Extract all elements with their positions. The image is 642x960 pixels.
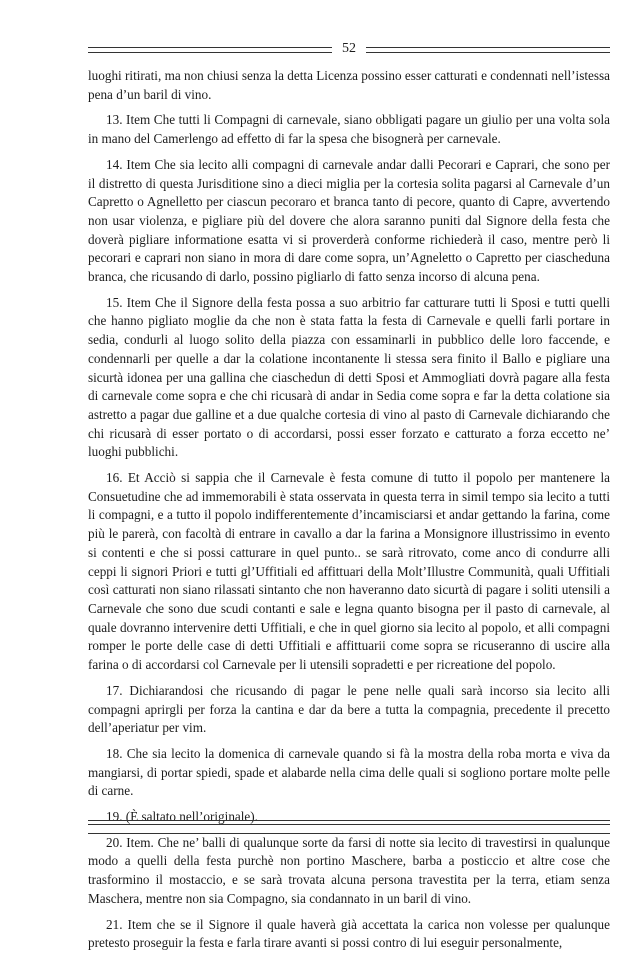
paragraph-18: 18. Che sia lecito la domenica di carnevale quando si fà la mostra della roba morta e viva da mangiarsi, di portar spiedi, spade et alabarde nella cima delle quali si sogliono portare molte pelle di carne. [88,745,610,799]
paragraph-13: 13. Item Che tutti li Compagni di carnevale, siano obbligati pagare un giulio per una volta sola in mano del Camerlengo ad effetto di far la spesa che bisognerà per carnevale. [88,112,610,147]
paragraph-20: 20. Item. Che ne’ balli di qualunque sorte da farsi di notte sia lecito di travestirsi in qualunque modo a quelli della festa purchè non portino Maschere, barba a posticcio et altre cose che trasformino il mostaccio, e se sarà trovata alcuna persona travestita per la terra, etiam senza Maschera, mentre non sia Compagno, sia condannato in un baril di vino. [88,834,610,906]
paragraph-14: 14. Item Che sia lecito alli compagni di carnevale andar dalli Pecorari e Caprari, che sono per il distretto di questa Jurisditione sino a dieci miglia per la cortesia solita pagarsi al Carnevale d’un Capretto o Agnelletto per ciascun pecoraro et branca tanto di pecore, quanto di Capre, avvertendo non usar violenza, e pigliare più del dovere che alora saranno puniti dal Signore della festa che doverà pigliare informatione esatta vi si proverderà conforme richiederà il caso, mentre però li pecorari e caprari non siano in mora di dare come sopra, un’Agneletto o Capretto per ciascheduna branca, che ricusando di darlo, possino pigliarlo di fatto senza incorso di alcuna pena. [88,156,610,285]
paragraph-19: 19. (È saltato nell’originale). [106,809,258,825]
page-header [88,39,610,59]
paragraph-16: 16. Et Acciò si sappia che il Carnevale è festa comune di tutto il popolo per mantenere la Consuetudine che ad immemorabili è stata osservata in questa terra in simil tempo sia lecito a tutti li compagni, e a tutto il popolo indifferentemente d’incamisciarsi et andar gettando la farina, come più le parerà, con facoltà di entrare in cavallo a dar la farina a Monsignore illustrissimo in evento si contenti e che si possi catturare in quel punto.. se sarà ritrovato, come anco di condurre alli ceppi li signori Priori e tutti gl’Uffitiali ed affittuari della Molt’Illustre Communità, quali Uffitiali così catturati non siano rilassati sintanto che non haveranno dato sicurtà di pagare i soliti utensili a Carnevale che sono due scudi contanti e sale e legna quanto bisogna per il pasto di carnevale, al quale dovranno intervenire detti Uffitiali, e che in quel giorno sia lecito al popolo, et alli compagni romper le porte delle case di detti Uffitiali e affittuarii come sopra se ricuseranno di uscire alla farina o di accordarsi col Carnevale per li utensili sopradetti e per ricreatione del popolo. [88,470,610,673]
paragraph-continuation: luoghi ritirati, ma non chiusi senza la detta Licenza possino esser catturati e condennati nell’istessa pena d’un baril di vino. [88,68,610,102]
header-rule-right [366,47,610,53]
page-number: 52 [342,41,356,56]
header-rule-left [88,47,332,53]
footer-rule-inner [88,824,610,829]
paragraph-15: 15. Item Che il Signore della festa possa a suo arbitrio far catturare tutti li Sposi e tutti quelli che hanno pigliato moglie da che non è stata fatta la festa di Carnevale e quelli farli portare in sedia, condurli al luogo solito della piazza con essaminarli in pubblico delle loro faccende, e condennarli per quelle a dar la colatione incontanente li stessa sera finito il Ballo e pigliare una sicurtà idonea per una gallina che ciaschedun di detti Sposi et Ammogliati dovrà pagare alla festa di carnevale come sopra e che chi ricusarà di andar in Sedia come sopra e far la detta colatione sia astretto a pagar due galline et a due qualche cortesia di vino al pasto di Carnevale dichiarando che chi ricusarà di esser portato o di accordarsi, possi esser forzato e catturato a forza eccetto ne’ luoghi pubblichi. [88,294,610,460]
paragraph-21: 21. Item che se il Signore il quale haverà già accettata la carica non volesse per qualunque pretesto proseguir la festa e farla tirare avanti si possi contro di lui eseguir personalmente, [88,916,610,951]
footer-rule [88,820,610,834]
paragraph-17: 17. Dichiarandosi che ricusando di pagar le pene nelle quali sarà incorso sia lecito alli compagni aprirgli per forza la cantina e dar da bere a tutta la compagnia, precedente il precetto dell’aperiatur per vim. [88,682,610,736]
